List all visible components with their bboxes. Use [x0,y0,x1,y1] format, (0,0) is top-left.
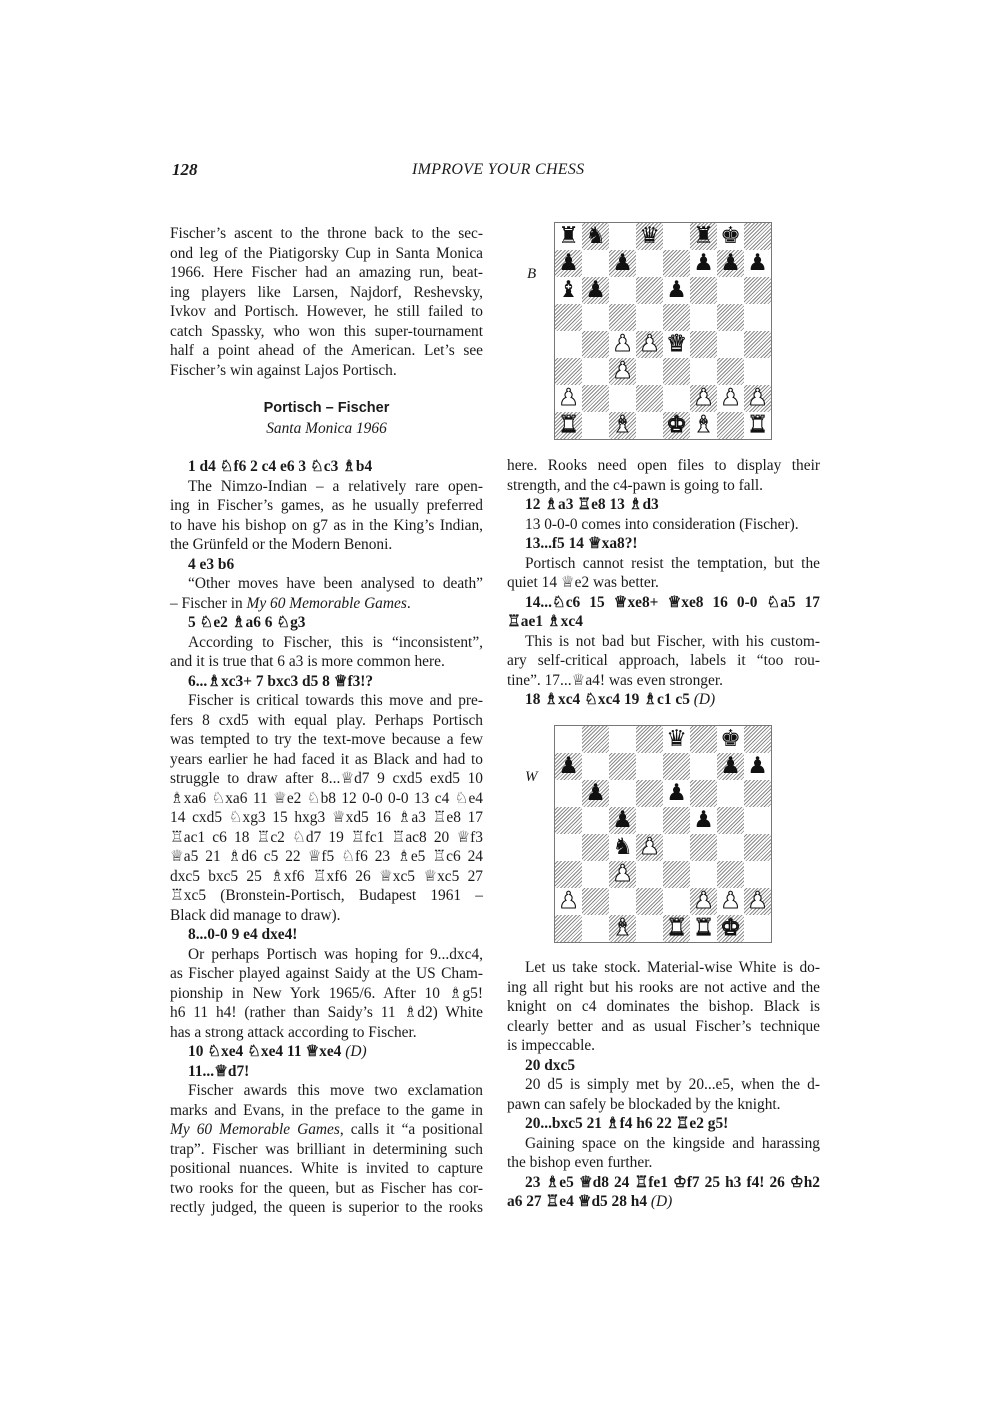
white-pawn-icon: ♟ [612,358,633,384]
board-square [609,331,636,358]
text-line: ing in Fischer’s games, as he usually preferred [170,497,483,514]
text-line: 14 cxd5 ♘xg3 15 hxg3 ♕xd5 16 ♗a3 ♖e8 17 [170,809,483,826]
board-square [690,753,717,780]
white-bishop-icon: ♝ [693,412,714,438]
board-square [744,412,771,439]
board-square [663,915,690,942]
text-line: has a strong attack according to Fischer. [170,1023,417,1041]
white-rook-icon: ♜ [558,412,579,438]
text-line: pionship in New York 1965/6. After 10 ♗g5! [170,984,483,1002]
white-pawn-icon: ♟ [747,888,768,914]
board-square [555,888,582,915]
board-square [663,807,690,834]
board-square [717,304,744,331]
board-square [717,331,744,358]
board-square [582,753,609,780]
text-line: Fischer awards this move two exclamation [188,1082,483,1099]
black-pawn-icon: ♟ [612,807,633,833]
text-line: years earlier he had faced it as Black and had to [170,750,483,768]
board-square [717,412,744,439]
board-square [744,223,771,250]
board-square [582,726,609,753]
text-line: to have his bishop on g7 as in the King’s Indian, [170,516,483,534]
board-square [663,250,690,277]
text-line: quiet 14 ♕e2 was better. [507,574,659,591]
text-line: Portisch cannot resist the temptation, but the [525,554,820,572]
board-square [690,331,717,358]
text-line: clearly better and as usual Fischer’s technique [507,1017,820,1035]
board-square [663,834,690,861]
board-square [582,412,609,439]
white-bishop-icon: ♝ [612,915,633,941]
chess-diagram-2 [554,725,772,943]
board-square [744,834,771,861]
board-square [636,834,663,861]
text-line: “Other moves have been analysed to death” [188,575,483,592]
board-square [609,780,636,807]
black-queen-icon: ♛ [666,726,687,752]
board-square [663,888,690,915]
board-square [690,277,717,304]
right-column-upper [507,456,820,710]
black-pawn-icon: ♟ [720,753,741,779]
board-square [582,861,609,888]
white-pawn-icon: ♟ [747,385,768,411]
board-square [663,753,690,780]
black-knight-icon: ♞ [585,223,606,249]
board-square [717,861,744,888]
board-square [744,331,771,358]
board-square [582,358,609,385]
board-square [609,888,636,915]
text-line: two rooks for the queen, but as Fischer has cor- [170,1179,483,1197]
white-rook-icon: ♜ [666,915,687,941]
text-line: trap”. Fischer was brilliant in determining such [170,1140,483,1158]
board-square [555,385,582,412]
book-title: My 60 Memorable Games [170,1121,340,1138]
white-pawn-icon: ♟ [558,888,579,914]
board-square [555,358,582,385]
white-pawn-icon: ♟ [693,385,714,411]
intro-paragraph [170,224,483,380]
move-line: 4 e3 b6 [188,555,235,573]
board-square [744,780,771,807]
board-square [555,726,582,753]
text-line: the Grünfeld or the Modern Benoni. [170,536,393,553]
text-line: ond leg of the Piatigorsky Cup in Santa Monica [170,244,483,262]
board-square [744,726,771,753]
board-square [744,753,771,780]
text-line: 1966. Here Fischer had an amazing run, beat- [170,264,483,281]
board-square [744,888,771,915]
board-square [690,412,717,439]
text-line: struggle to draw after 8...♕d7 9 cxd5 exd5 10 [170,770,483,787]
diagram-marker: (D) [693,691,716,708]
side-to-move-label: W [525,769,538,785]
board-square [717,358,744,385]
board-square [555,223,582,250]
board-square [663,331,690,358]
text-line: was tempted to try the text-move because a few [170,731,483,748]
board-square [744,915,771,942]
board-square [609,412,636,439]
black-queen-icon: ♛ [639,223,660,249]
board-square [663,780,690,807]
black-knight-icon: ♞ [612,834,633,860]
text-line: Fischer’s win against Lajos Portisch. [170,361,397,379]
black-pawn-icon: ♟ [585,780,606,806]
board-square [609,834,636,861]
board-square [636,888,663,915]
text-line: Fischer is critical towards this move and pre- [188,692,483,709]
board-square [582,780,609,807]
black-king-icon: ♚ [720,223,741,249]
board-square [582,304,609,331]
board-square [717,753,744,780]
running-title: IMPROVE YOUR CHESS [412,161,585,178]
white-pawn-icon: ♟ [720,385,741,411]
text-line: ♕a5 21 ♗d6 c5 22 ♕f5 ♘f6 23 ♗e5 ♖c6 24 [170,848,483,865]
text-line: fers 8 cxd5 with equal play. Perhaps Portisch [170,711,483,729]
board-square [609,385,636,412]
board-square [636,726,663,753]
board-square [636,223,663,250]
board-square [744,304,771,331]
text-line: catch Spassky, who won this super-tournament [170,322,483,340]
move-line: 5 ♘e2 ♗a6 6 ♘g3 [188,614,306,631]
text-line: 13 0-0-0 comes into consideration (Fischer). [525,515,799,533]
board-square [609,304,636,331]
board-square [636,861,663,888]
book-title: My 60 Memorable Games [246,594,407,612]
board-square [663,385,690,412]
board-square [717,250,744,277]
text-line [170,1120,483,1140]
board-square [636,331,663,358]
move-line: 20...bxc5 21 ♗f4 h6 22 ♖e2 g5! [525,1115,729,1132]
black-pawn-icon: ♟ [585,277,606,303]
text-line: Or perhaps Portisch was hoping for 9...dxc4, [188,945,483,963]
board-square [717,726,744,753]
move-line: 6...♗xc3+ 7 bxc3 d5 8 ♕f3!? [188,672,374,690]
board-square [690,223,717,250]
black-pawn-icon: ♟ [612,250,633,276]
text-line: the bishop even further. [507,1154,653,1171]
text-span: , calls it “a positional [339,1121,483,1138]
diagram-marker: (D) [345,1043,367,1060]
page-number: 128 [172,160,198,179]
board-square [636,385,663,412]
board-square [690,888,717,915]
text-line: rectly judged, the queen is superior to the rooks [170,1199,483,1216]
text-line: This is not bad but Fischer, with his custom- [525,632,820,650]
board-square [717,277,744,304]
board-square [690,780,717,807]
text-line: Ivkov and Portisch. However, he still failed to [170,303,483,320]
white-pawn-icon: ♟ [612,861,633,887]
game-event: Santa Monica 1966 [266,419,387,437]
board-square [582,888,609,915]
text-line: Black did manage to draw). [170,906,341,924]
text-line: Fischer’s ascent to the throne back to the sec- [170,225,483,242]
board-square [636,915,663,942]
text-line: dxc5 bxc5 25 ♗xf6 ♖xf6 26 ♕xc5 ♕xc5 27 [170,867,483,885]
black-king-icon: ♚ [720,726,741,752]
board-square [609,223,636,250]
white-rook-icon: ♜ [747,412,768,438]
board-square [690,726,717,753]
move-text: 10 ♘xe4 ♘xe4 11 ♕xe4 [188,1043,342,1060]
move-line: 11...♕d7! [188,1062,250,1080]
board-square [744,250,771,277]
chess-diagram-1 [554,222,772,440]
move-text: a6 27 ♖e4 ♕d5 28 h4 [507,1193,648,1210]
text-line: h6 11 h4! (rather than Saidy’s 11 ♗d2) White [170,1004,483,1021]
move-line: 12 ♗a3 ♖e8 13 ♗d3 [525,496,659,513]
board-square [582,277,609,304]
black-pawn-icon: ♟ [666,780,687,806]
text-line: ♗xa6 ♘xa6 11 ♕e2 ♘b8 12 0-0 0-0 13 c4 ♘e4 [170,789,483,807]
board-square [609,726,636,753]
white-pawn-icon: ♟ [639,834,660,860]
board-square [663,412,690,439]
board-square [690,358,717,385]
move-line: 1 d4 ♘f6 2 c4 e6 3 ♘c3 ♗b4 [188,458,373,475]
move-line: 14...♘c6 15 ♕xe8+ ♕xe8 16 0-0 ♘a5 17 [525,593,820,611]
text-line: positional nuances. White is invited to capture [170,1160,483,1177]
text-line: marks and Evans, in the preface to the game in [170,1101,483,1119]
black-pawn-icon: ♟ [693,807,714,833]
board-square [636,412,663,439]
move-line: 20 dxc5 [525,1056,576,1074]
text-line: ing all right but his rooks are not active and the [507,978,820,996]
black-pawn-icon: ♟ [693,250,714,276]
board-square [555,304,582,331]
move-line [170,1042,483,1062]
black-pawn-icon: ♟ [747,250,768,276]
side-to-move-label: B [527,266,537,282]
board-square [609,277,636,304]
board-square [690,385,717,412]
white-pawn-icon: ♟ [639,331,660,357]
white-pawn-icon: ♟ [612,331,633,357]
text-line: ♖ac1 c6 18 ♖c2 ♘d7 19 ♖fc1 ♖ac8 20 ♕f3 [170,828,483,846]
board-square [717,915,744,942]
board-square [582,250,609,277]
board-square [555,807,582,834]
text-line: here. Rooks need open files to display their [507,457,820,474]
board-square [744,358,771,385]
board-square [555,915,582,942]
text-span: – Fischer in [170,594,247,612]
text-line: ary self-critical approach, labels it “too rou- [507,652,820,669]
board-square [744,807,771,834]
board-square [744,385,771,412]
board-square [663,304,690,331]
black-bishop-icon: ♝ [558,277,579,303]
board-square [744,277,771,304]
board-square [717,888,744,915]
board-square [636,358,663,385]
text-line: and it is true that 6 a3 is more common here. [170,653,445,670]
board-square [636,304,663,331]
black-pawn-icon: ♟ [558,753,579,779]
board-square [636,753,663,780]
board-square [609,915,636,942]
board-square [582,915,609,942]
board-square [555,861,582,888]
right-column-lower [507,958,820,1212]
board-square [636,780,663,807]
board-square [636,250,663,277]
white-pawn-icon: ♟ [720,888,741,914]
text-line: half a point ahead of the American. Let’s see [170,342,483,359]
text-line: knight on c4 dominates the bishop. Black is [507,998,820,1015]
move-line [507,690,820,710]
text-line: 20 d5 is simply met by 20...e5, when the d- [525,1076,820,1093]
board-square [555,277,582,304]
black-rook-icon: ♜ [693,223,714,249]
board-square [717,385,744,412]
board-square [555,834,582,861]
text-line: According to Fischer, this is “inconsistent”, [188,633,483,651]
move-line: 13...f5 14 ♕xa8?! [525,535,638,552]
text-line: pawn can safely be blockaded by the knight. [507,1095,781,1113]
board-square [663,223,690,250]
text-line: Let us take stock. Material-wise White is do- [525,959,820,976]
white-pawn-icon: ♟ [693,888,714,914]
board-square [690,834,717,861]
board-square [663,861,690,888]
board-square [636,277,663,304]
white-rook-icon: ♜ [693,915,714,941]
move-line [507,1192,820,1212]
text-line [170,594,483,614]
board-square [555,753,582,780]
move-line: 23 ♗e5 ♕d8 24 ♖fe1 ♔f7 25 h3 f4! 26 ♔h2 [525,1173,820,1191]
board-square [663,726,690,753]
text-line: Gaining space on the kingside and harassing [525,1134,820,1152]
black-pawn-icon: ♟ [666,277,687,303]
board-square [609,358,636,385]
board-square [636,807,663,834]
board-square [582,834,609,861]
board-square [690,304,717,331]
move-line: ♖ae1 ♗xc4 [507,613,583,630]
board-square [609,807,636,834]
black-pawn-icon: ♟ [720,250,741,276]
text-line: ♖xc5 (Bronstein-Portisch, Budapest 1961 – [170,887,483,904]
move-line: 8...0-0 9 e4 dxe4! [188,926,298,943]
board-square [582,807,609,834]
board-square [663,358,690,385]
board-square [609,861,636,888]
move-text: 18 ♗xc4 ♘xc4 19 ♗c1 c5 [525,691,690,708]
text-span: . [406,594,411,612]
board-square [663,277,690,304]
diagram-marker: (D) [650,1193,673,1210]
black-pawn-icon: ♟ [558,250,579,276]
white-king-icon: ♚ [666,412,687,438]
text-line: is impeccable. [507,1037,596,1054]
board-square [690,915,717,942]
board-square [555,331,582,358]
board-square [582,331,609,358]
text-line: as Fischer played against Saidy at the US Cham- [170,965,483,982]
text-line: tine”. 17...♕a4! was even stronger. [507,671,723,689]
board-square [744,861,771,888]
board-square [717,223,744,250]
board-square [609,250,636,277]
white-queen-icon: ♛ [666,331,687,357]
board-square [582,385,609,412]
board-square [717,780,744,807]
text-line: strength, and the c4-pawn is going to fall. [507,476,764,494]
black-pawn-icon: ♟ [747,753,768,779]
text-line: ing players like Larsen, Najdorf, Reshevsky, [170,283,483,301]
black-rook-icon: ♜ [558,223,579,249]
board-square [690,807,717,834]
white-bishop-icon: ♝ [612,412,633,438]
white-king-icon: ♚ [720,915,741,941]
board-square [717,807,744,834]
board-square [690,861,717,888]
board-square [609,753,636,780]
board-square [717,834,744,861]
board-square [555,412,582,439]
left-column [170,224,483,1218]
white-pawn-icon: ♟ [558,385,579,411]
board-square [555,780,582,807]
text-line: The Nimzo-Indian – a relatively rare open- [188,477,483,495]
game-players: Portisch – Fischer [263,400,390,416]
board-square [690,250,717,277]
board-square [555,250,582,277]
board-square [582,223,609,250]
